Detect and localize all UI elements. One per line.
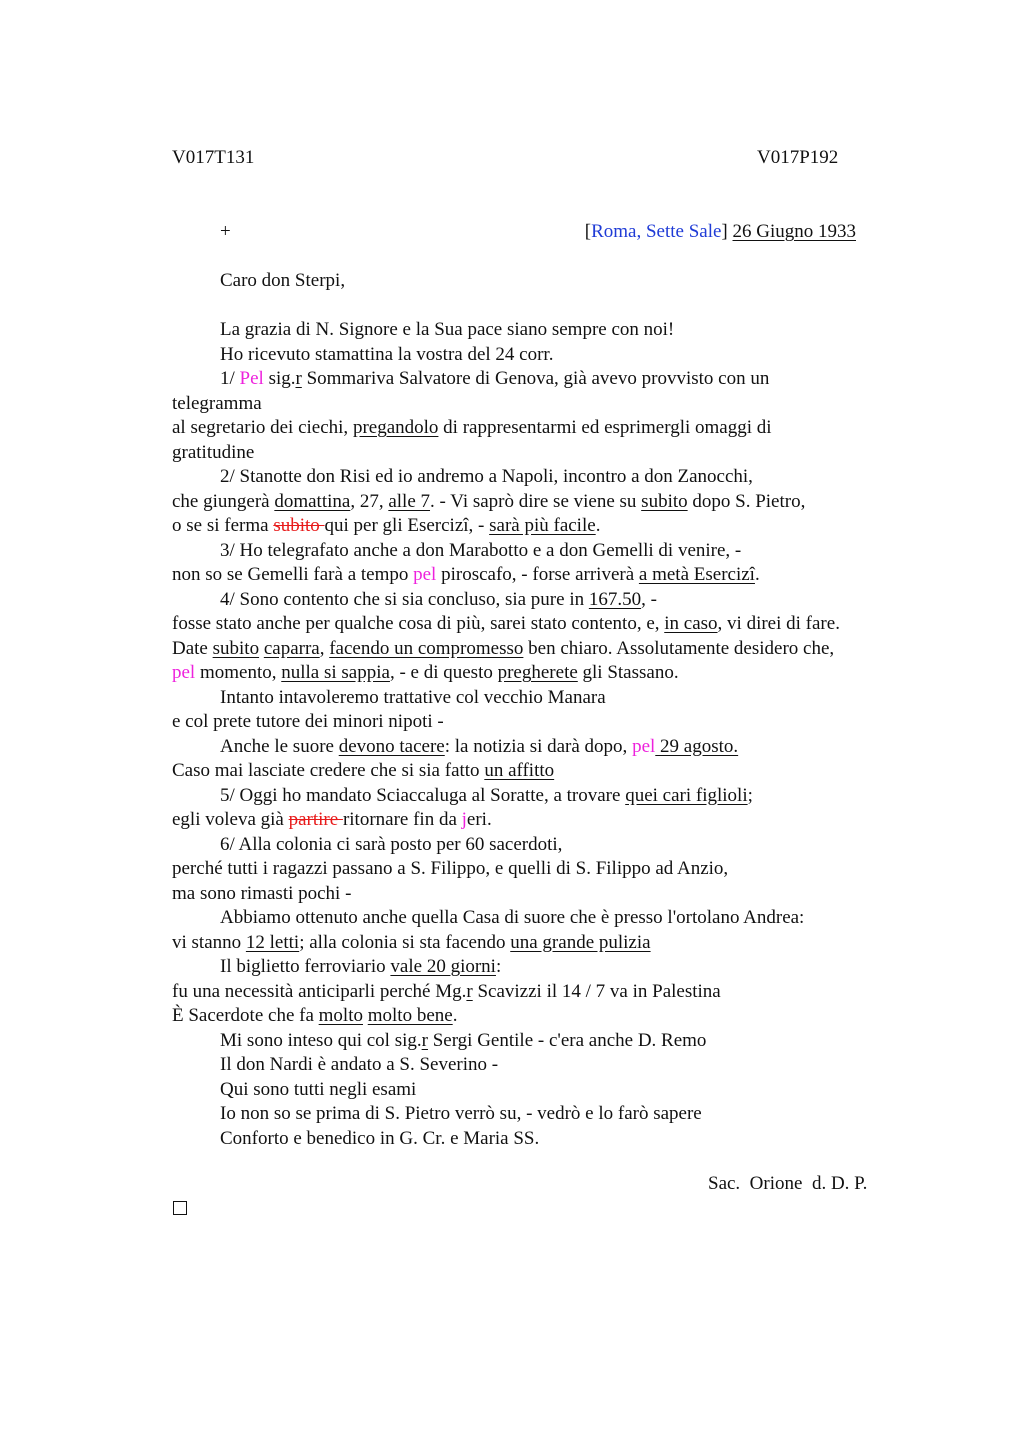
letter-line [172, 367, 912, 392]
struck-text: subito [273, 515, 325, 536]
text-segment: Date [172, 637, 213, 659]
underlined-text: 12 letti [245, 931, 300, 953]
underlined-text: 167.50 [588, 588, 642, 610]
underlined-text: in caso [664, 613, 718, 634]
text-segment: perché tutti i ragazzi passano a S. Filippo, e quelli di S. Filippo ad Anzio, [172, 858, 729, 879]
highlighted-text: pel [413, 564, 437, 585]
letter-line [172, 931, 912, 956]
underlined-text: r [466, 980, 473, 1002]
letter-line [172, 392, 912, 417]
bracket-open: [ [584, 221, 592, 242]
text-segment: , [319, 637, 330, 659]
text-segment: Il don Nardi è andato a S. Severino - [220, 1054, 499, 1075]
letter-line [172, 833, 912, 858]
text-segment: vi stanno [172, 931, 246, 953]
letter-line [172, 808, 912, 833]
letter-line [172, 1004, 912, 1029]
text-segment: ; [747, 784, 753, 806]
struck-text: partire [288, 809, 343, 830]
text-segment: gli Stassano. [577, 662, 679, 683]
highlighted-text: Pel [239, 368, 264, 389]
highlighted-text: j [461, 809, 467, 830]
text-segment: fu una necessità anticiparli perché Mg. [172, 980, 467, 1002]
underlined-text: r [295, 368, 302, 389]
text-segment: momento, [195, 662, 282, 683]
text-segment: 4/ Sono contento che si sia concluso, sia pure in [220, 588, 589, 610]
text-segment: al segretario dei ciechi, [172, 417, 353, 438]
letter-line [172, 1078, 912, 1103]
underlined-text: quei cari figlioli [625, 784, 748, 806]
letter-line [172, 1102, 912, 1127]
letter-line [172, 588, 912, 613]
underlined-text: alle 7 [388, 490, 431, 512]
letter-line [172, 539, 912, 564]
place-name: Roma, Sette Sale [591, 221, 722, 242]
letter-date: 26 Giugno 1933 [732, 221, 856, 242]
highlighted-text: pel [172, 662, 196, 683]
underlined-text: sarà più facile [489, 515, 596, 536]
text-segment: È Sacerdote che fa [172, 1005, 319, 1026]
underlined-text: caparra [263, 637, 320, 659]
cross-symbol: + [220, 221, 231, 242]
text-segment: Scavizzi il 14 / 7 va in Palestina [472, 980, 721, 1002]
text-segment: telegramma [172, 392, 262, 414]
letter-line [172, 661, 912, 686]
letter-line [172, 416, 912, 441]
text-segment: Qui sono tutti negli esami [220, 1078, 417, 1100]
text-segment: ritornare fin da [342, 809, 462, 830]
underlined-text: r [421, 1029, 428, 1051]
text-segment: Sommariva Salvatore di Genova, già avevo provvisto con un [301, 368, 770, 389]
letter-line [172, 441, 912, 466]
text-segment: . [452, 1005, 458, 1026]
text-segment: 2/ Stanotte don Risi ed io andremo a Napoli, incontro a don Zanocchi, [220, 466, 753, 487]
letter-line [172, 343, 912, 368]
underlined-text: una grande pulizia [510, 931, 651, 953]
underlined-text: devono tacere [338, 735, 445, 757]
underlined-text: facendo un compromesso [329, 637, 524, 659]
document-ref-left: V017T131 [172, 147, 255, 168]
underlined-text: a metà Esercizî [638, 564, 755, 585]
letter-line [172, 514, 912, 539]
text-segment: di rappresentarmi ed esprimergli omaggi di [438, 417, 772, 438]
text-segment: 1/ [220, 368, 240, 389]
underlined-text: un affitto [484, 760, 555, 781]
text-segment: La grazia di N. Signore e la Sua pace siano sempre con noi! [220, 319, 675, 340]
letter-line [172, 735, 912, 760]
underlined-text: molto [318, 1005, 363, 1026]
letter-line [172, 955, 912, 980]
letter-line [172, 906, 912, 931]
text-segment: Anche le suore [220, 735, 339, 757]
greeting: Caro don Sterpi, [220, 270, 346, 291]
letter-line [172, 980, 912, 1005]
letter-line [172, 1127, 912, 1152]
text-segment: . - Vi saprò dire se viene su [430, 490, 642, 512]
text-segment: gratitudine [172, 441, 255, 463]
text-segment: 3/ Ho telegrafato anche a don Marabotto e a don Gemelli di venire, - [220, 539, 742, 561]
underlined-text: pregandolo [352, 417, 439, 438]
text-segment: eri. [466, 809, 492, 830]
document-ref-right: V017P192 [757, 147, 839, 168]
text-segment: o se si ferma [172, 515, 274, 536]
dateline [585, 221, 856, 243]
text-segment: . [754, 564, 760, 585]
text-segment: , - [468, 515, 490, 536]
text-segment: 6/ Alla colonia ci sarà posto per 60 sacerdoti, [220, 833, 563, 855]
bracket-close: ] [721, 221, 728, 242]
text-segment: : la notizia si darà dopo, [444, 735, 633, 757]
text-segment: fosse stato anche per qualche cosa di più, sarei stato contento, e, [172, 613, 665, 634]
text-segment: Ho ricevuto stamattina la vostra del 24 corr. [220, 343, 554, 365]
text-segment: , vi direi di fare. [717, 613, 840, 634]
letter-line [172, 759, 912, 784]
letter-line [172, 612, 912, 637]
letter-line [172, 784, 912, 809]
highlighted-text: pel [632, 735, 656, 757]
text-segment: sig. [263, 368, 296, 389]
text-segment: , - [641, 588, 657, 610]
text-segment: Abbiamo ottenuto anche quella Casa di suore che è presso l'ortolano Andrea: [220, 907, 805, 928]
letter-line [172, 563, 912, 588]
text-segment: Conforto e benedico in G. Cr. e Maria SS. [220, 1127, 540, 1149]
text-segment: egli voleva già [172, 809, 289, 830]
text-segment: ben chiaro. Assolutamente desidero che, [523, 637, 835, 659]
letter-line [172, 490, 912, 515]
letter-line [172, 1053, 912, 1078]
text-segment: Sergi Gentile - c'era anche D. Remo [427, 1029, 707, 1051]
letter-line [172, 1029, 912, 1054]
letter-line [172, 637, 912, 662]
underlined-text: subito [641, 490, 688, 512]
letter-body [172, 269, 912, 1151]
letter-line [172, 710, 912, 735]
text-segment: piroscafo, - forse arriverà [436, 564, 639, 585]
text-segment: . [595, 515, 601, 536]
end-mark-box [173, 1201, 187, 1215]
text-segment: 5/ Oggi ho mandato Sciaccaluga al Soratte, a trovare [220, 784, 626, 806]
underlined-text: subito [212, 637, 260, 659]
text-segment: Mi sono inteso qui col sig. [220, 1029, 422, 1051]
text-segment: dopo S. Pietro, [687, 490, 806, 512]
text-segment: che giungerà [172, 490, 275, 512]
underlined-text: pregherete [497, 662, 578, 683]
text-segment: ; alla colonia si sta facendo [299, 931, 511, 953]
signature: Sac. Orione d. D. P. [708, 1173, 868, 1194]
letter-line [172, 465, 912, 490]
text-segment: e col prete tutore dei minori nipoti - [172, 711, 444, 732]
text-segment: ma sono rimasti pochi - [172, 882, 352, 904]
text-segment: Caso mai lasciate credere che si sia fatto [172, 760, 485, 781]
underlined-text: nulla si sappia [281, 662, 390, 683]
underlined-text: 29 agosto. [655, 735, 739, 757]
text-segment: Intanto intavoleremo trattative col vecchio Manara [220, 686, 606, 708]
text-segment: qui per gli Esercizî [324, 515, 469, 536]
letter-line [172, 857, 912, 882]
letter-line [172, 686, 912, 711]
text-segment: Il biglietto ferroviario [220, 956, 391, 977]
text-segment: , 27, [350, 490, 389, 512]
paragraph-gap [172, 294, 912, 319]
text-segment: non so se Gemelli farà a tempo [172, 564, 414, 585]
underlined-text: vale 20 giorni [390, 956, 496, 977]
letter-line [172, 318, 912, 343]
letter-line [172, 882, 912, 907]
text-segment: : [495, 956, 502, 977]
underlined-text: domattina [274, 490, 351, 512]
text-segment: Io non so se prima di S. Pietro verrò su, - vedrò e lo farò sapere [220, 1103, 702, 1124]
text-segment: , - e di questo [389, 662, 498, 683]
underlined-text: molto bene [367, 1005, 453, 1026]
